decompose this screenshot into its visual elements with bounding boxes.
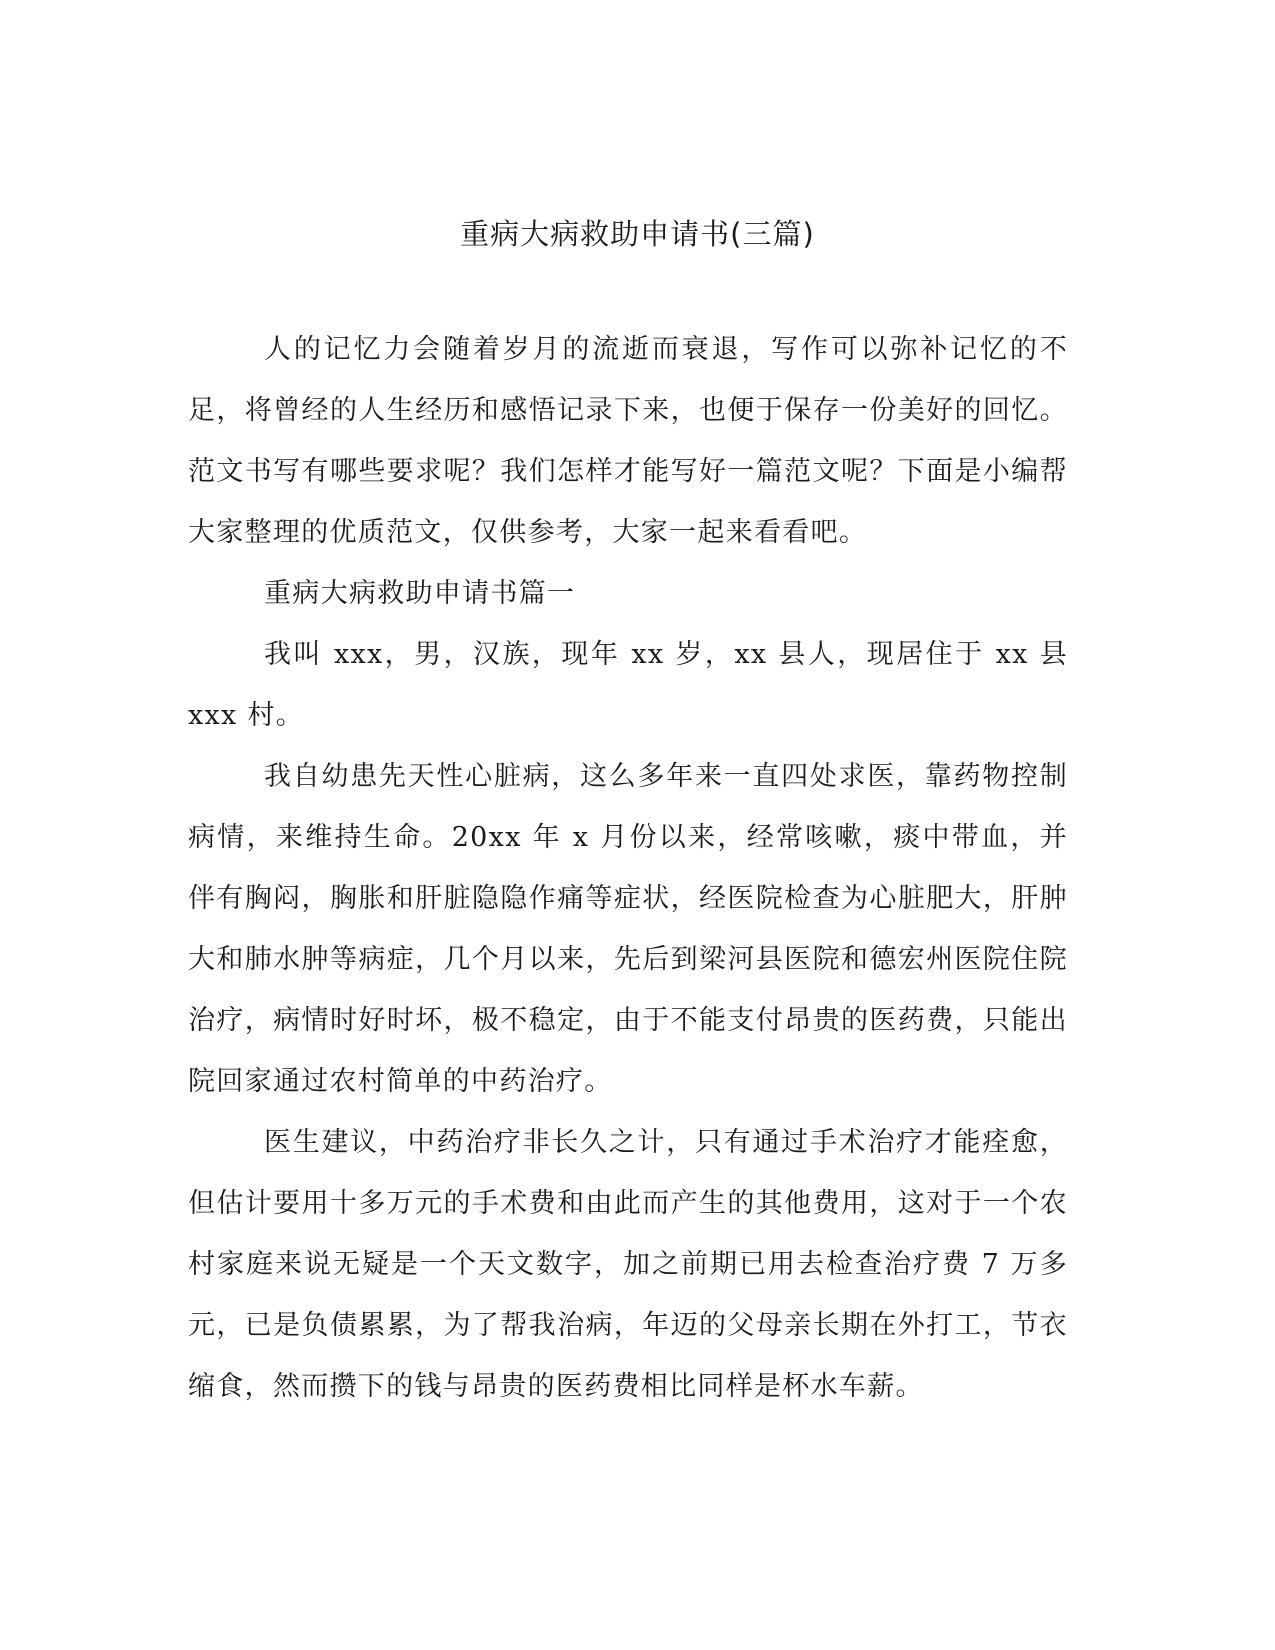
paragraph-illness-history: 我自幼患先天性心脏病，这么多年来一直四处求医，靠药物控制病情，来维持生命。20xx 年 x 月份以来，经常咳嗽，痰中带血，并伴有胸闷，胸胀和肝脏隐隐作痛等症状，经医院检查为心脏肥大，肝肿大和肺水肿等病症，几个月以来，先后到梁河县医院和德宏州医院住院治疗，病情时好时坏，极不稳定，由于不能支付昂贵的医药费，只能出院回家通过农村简单的中药治疗。 (188, 761, 1068, 1097)
section-heading-one: 重病大病救助申请书篇一 (264, 578, 576, 609)
paragraph-self-introduction: 我叫 xxx，男，汉族，现年 xx 岁，xx 县人，现居住于 xx 县 xxx 村。 (188, 639, 1068, 731)
paragraph-intro: 人的记忆力会随着岁月的流逝而衰退，写作可以弥补记忆的不足，将曾经的人生经历和感悟记录下来，也便于保存一份美好的回忆。范文书写有哪些要求呢？我们怎样才能写好一篇范文呢？下面是小编帮大家整理的优质范文，仅供参考，大家一起来看看吧。 (188, 334, 1068, 548)
document-title: 重病大病救助申请书(三篇) (460, 217, 815, 251)
paragraph-treatment-cost: 医生建议，中药治疗非长久之计，只有通过手术治疗才能痊愈，但估计要用十多万元的手术费和由此而产生的其他费用，这对于一个农村家庭来说无疑是一个天文数字，加之前期已用去检查治疗费 7 万多元，已是负债累累，为了帮我治病，年迈的父母亲长期在外打工，节衣缩食，然而攒下的钱与昂贵的医药费相比同样是杯水车薪。 (188, 1127, 1068, 1402)
document-body (188, 319, 1068, 1417)
